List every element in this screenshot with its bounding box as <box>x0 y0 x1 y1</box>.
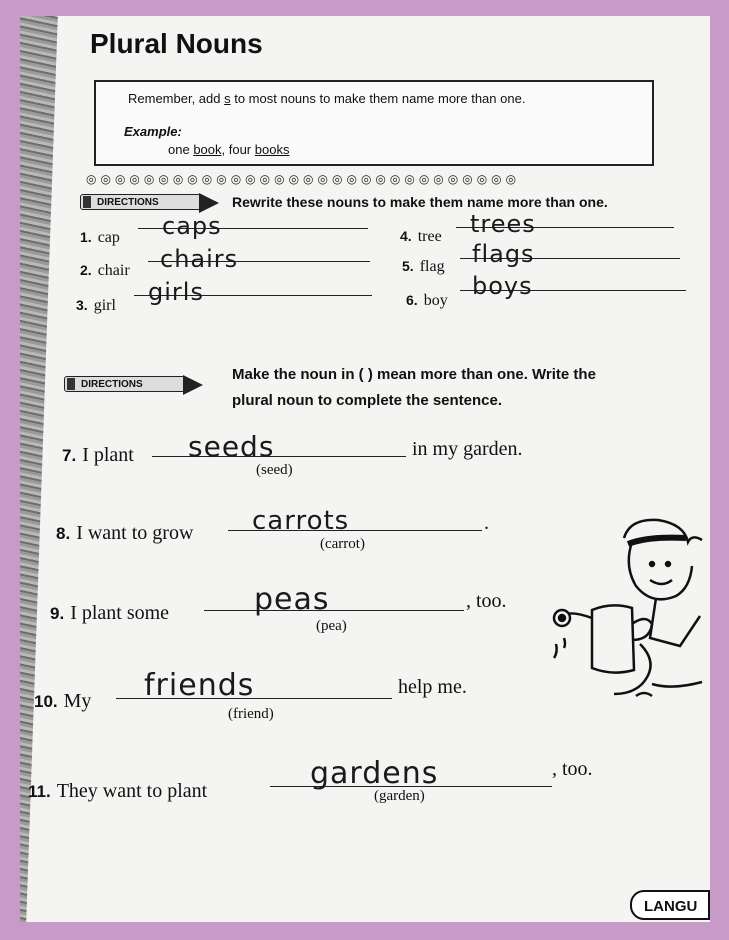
sentence-9-end: , too. <box>466 590 507 612</box>
boy-watering-can-icon <box>532 514 710 714</box>
sentence-7: 7. I plant <box>62 444 134 466</box>
handwritten-answer-1: caps <box>162 212 222 240</box>
page-title: Plural Nouns <box>90 28 263 59</box>
rule-box <box>94 80 654 166</box>
exercise-item-2: 2. chair <box>80 262 130 279</box>
exercise-item-3: 3. girl <box>76 297 116 314</box>
hint-11: (garden) <box>374 788 425 804</box>
directions-text-1: Rewrite these nouns to make them name more than one. <box>232 194 608 210</box>
sentence-11-end: , too. <box>552 758 593 780</box>
rule-text: Remember, add s to most nouns to make them name more than one. <box>128 91 526 106</box>
example-text: one book, four books <box>168 142 290 157</box>
sentence-8: 8. I want to grow <box>56 522 194 544</box>
sentence-7-end: in my garden. <box>412 438 523 460</box>
hint-8: (carrot) <box>320 536 365 552</box>
handwritten-answer-4: trees <box>470 210 536 238</box>
language-section-tab: LANGU <box>630 890 710 920</box>
handwritten-answer-6: boys <box>472 272 533 300</box>
example-label: Example: <box>124 124 182 139</box>
handwritten-answer-11: gardens <box>310 756 439 791</box>
handwritten-answer-8: carrots <box>252 506 350 536</box>
worksheet-page <box>20 16 710 922</box>
handwritten-answer-9: peas <box>254 582 330 617</box>
decorative-dot-border: ◎◎◎◎◎◎◎◎◎◎◎◎◎◎◎◎◎◎◎◎◎◎◎◎◎◎◎◎◎◎ <box>86 172 521 186</box>
directions-text-2-line2: plural noun to complete the sentence. <box>232 392 503 409</box>
hint-10: (friend) <box>228 706 274 722</box>
directions-tag-1: DIRECTIONS <box>80 194 200 210</box>
exercise-item-1: 1. cap <box>80 229 120 246</box>
hint-7: (seed) <box>256 462 293 478</box>
sentence-9: 9. I plant some <box>50 602 170 624</box>
directions-tag-2: DIRECTIONS <box>64 376 184 392</box>
exercise-item-6: 6. boy <box>406 292 448 309</box>
sentence-10: 10. My <box>34 690 92 712</box>
handwritten-answer-3: girls <box>148 278 204 306</box>
handwritten-answer-5: flags <box>472 240 535 268</box>
answer-line-9[interactable] <box>204 610 464 611</box>
directions-text-2-line1: Make the noun in ( ) mean more than one. Write the <box>232 366 596 383</box>
sentence-11: 11. They want to plant <box>28 780 208 802</box>
hint-9: (pea) <box>316 618 347 634</box>
handwritten-answer-10: friends <box>144 668 255 703</box>
handwritten-answer-7: seeds <box>188 430 275 463</box>
sentence-10-end: help me. <box>398 676 467 698</box>
exercise-item-5: 5. flag <box>402 258 445 275</box>
handwritten-answer-2: chairs <box>160 245 239 273</box>
sentence-8-end: . <box>484 512 489 534</box>
exercise-item-4: 4. tree <box>400 228 442 245</box>
